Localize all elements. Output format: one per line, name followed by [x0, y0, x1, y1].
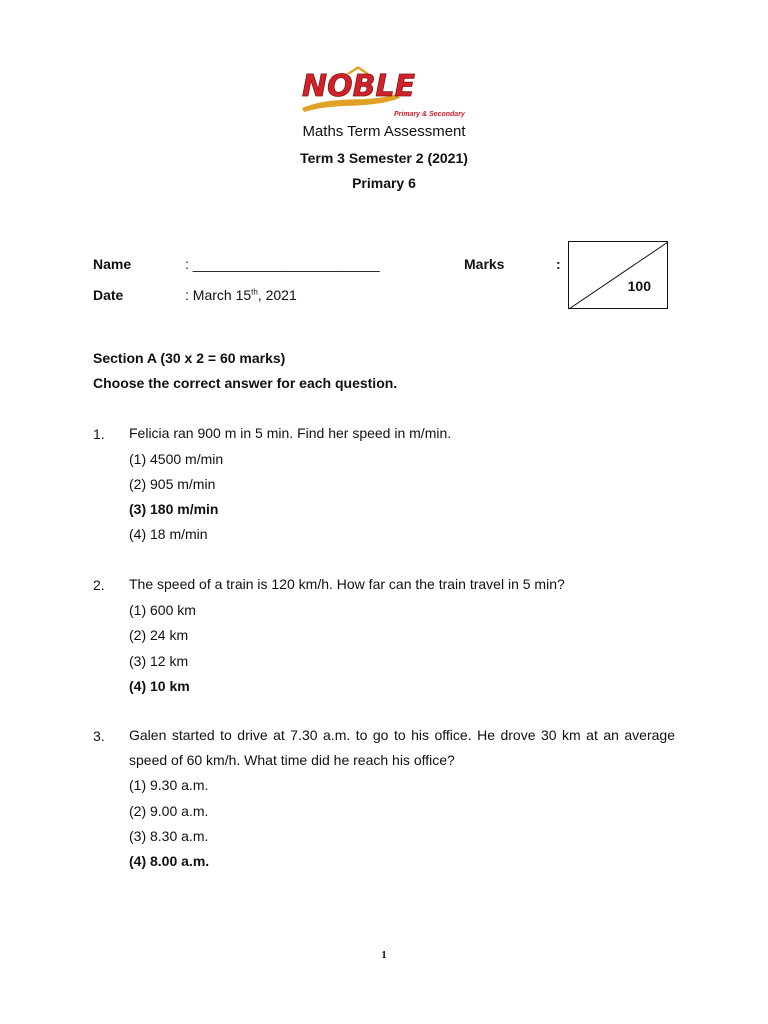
- question-option-answer: (3) 180 m/min: [129, 501, 219, 517]
- assessment-title: Maths Term Assessment: [302, 123, 466, 140]
- name-label: Name: [93, 256, 132, 272]
- question-number: 1.: [93, 426, 105, 442]
- logo-tagline: Primary & Secondary: [394, 111, 465, 118]
- question-option: (1) 4500 m/min: [129, 451, 224, 467]
- marks-diagonal: [569, 242, 669, 310]
- question-option: (3) 8.30 a.m.: [129, 828, 209, 844]
- question-number: 3.: [93, 728, 105, 744]
- marks-colon: :: [556, 256, 561, 272]
- question-option-answer: (4) 10 km: [129, 678, 190, 694]
- question-option: (3) 12 km: [129, 653, 189, 669]
- question-option: (1) 9.30 a.m.: [129, 777, 209, 793]
- section-title: Section A (30 x 2 = 60 marks): [93, 350, 286, 366]
- term-label: Term 3 Semester 2 (2021): [300, 150, 468, 166]
- name-field: : ________________________: [185, 256, 380, 272]
- section-instruction: Choose the correct answer for each question.: [93, 375, 398, 391]
- date-label: Date: [93, 287, 124, 303]
- question-option: (4) 18 m/min: [129, 526, 208, 542]
- question-text: Felicia ran 900 m in 5 min. Find her speed in m/min.: [129, 425, 452, 441]
- question-option: (2) 9.00 a.m.: [129, 803, 209, 819]
- marks-box: [568, 241, 668, 309]
- logo-wordmark: NOBLE: [302, 69, 416, 104]
- question-text: The speed of a train is 120 km/h. How far can the train travel in 5 min?: [129, 576, 565, 592]
- question-option-answer: (4) 8.00 a.m.: [129, 853, 210, 869]
- question-option: (2) 24 km: [129, 627, 189, 643]
- level-label: Primary 6: [352, 175, 416, 191]
- marks-label: Marks: [464, 256, 505, 272]
- question-option: (1) 600 km: [129, 602, 196, 618]
- school-logo: [296, 64, 468, 120]
- question-number: 2.: [93, 577, 105, 593]
- page-number: 1: [381, 949, 387, 961]
- marks-total: 100: [627, 278, 651, 294]
- question-option: (2) 905 m/min: [129, 476, 216, 492]
- question-text: Galen started to drive at 7.30 a.m. to go to his office. He drove 30 km at an average speed of 60 km/h. What time did he reach his office?: [129, 727, 675, 768]
- date-value: : March 15th, 2021: [185, 287, 297, 303]
